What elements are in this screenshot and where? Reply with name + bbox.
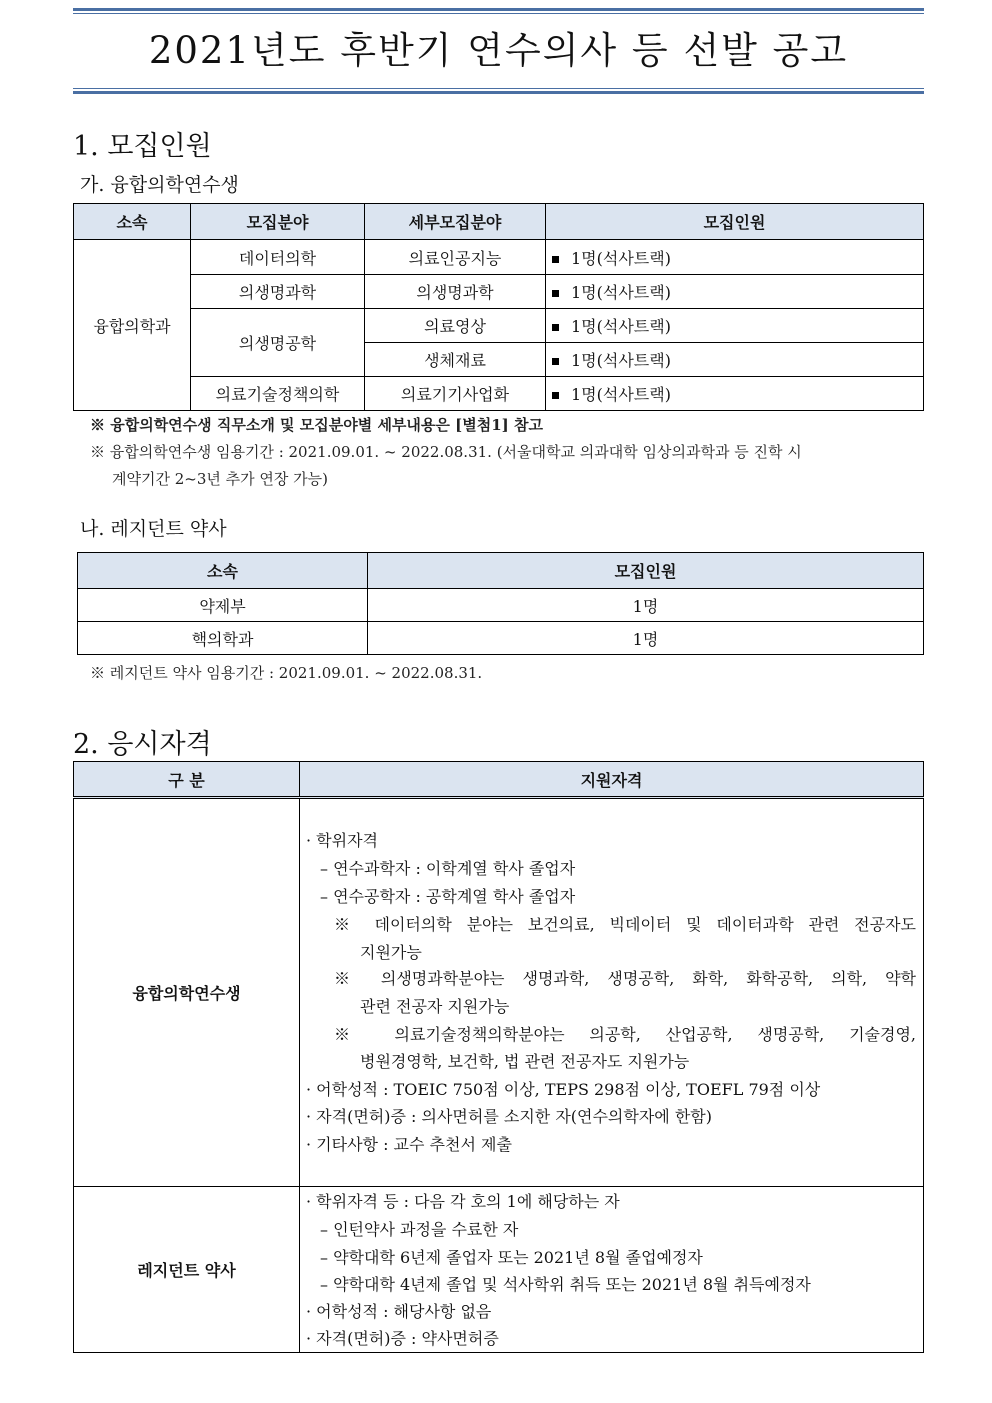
col-header-count: 모집인원: [368, 553, 924, 589]
field-cell: 데이터의학: [191, 240, 365, 275]
qual-line: · 자격(면허)증 : 약사면허증: [306, 1329, 499, 1348]
count-cell: 1명(석사트랙): [546, 343, 924, 377]
note-job-intro: ※ 융합의학연수생 직무소개 및 모집분야별 세부내용은 [별첨1] 참고: [90, 416, 543, 434]
qual-line: 병원경영학, 보건학, 법 관련 전공자도 지원가능: [360, 1052, 690, 1071]
note-term-a-line1: ※ 융합의학연수생 임용기간 : 2021.09.01. ~ 2022.08.31. (서울대학교 의과대학 임상의과학과 등 진학 시: [90, 443, 802, 461]
qual-line: – 연수과학자 : 이학계열 학사 졸업자: [320, 859, 576, 878]
count-cell: 1명: [368, 622, 924, 655]
col-header-detail: 세부모집분야: [365, 204, 546, 240]
count-cell: 1명(석사트랙): [546, 240, 924, 275]
dept-cell: 융합의학과: [74, 240, 191, 411]
title-rule-top-thin: [73, 13, 924, 14]
qual-line: · 어학성적 : TOEIC 750점 이상, TEPS 298점 이상, TOEFL 79점 이상: [306, 1080, 821, 1099]
bullet-square-icon: [552, 324, 559, 331]
qual-line: · 학위자격 등 : 다음 각 호의 1에 해당하는 자: [306, 1192, 620, 1211]
detail-cell: 의료영상: [365, 309, 546, 343]
category-cell: 융합의학연수생: [74, 798, 300, 1187]
section1-heading: 1. 모집인원: [73, 131, 212, 162]
count-cell: 1명(석사트랙): [546, 309, 924, 343]
bullet-square-icon: [552, 290, 559, 297]
qual-line: · 기타사항 : 교수 추천서 제출: [306, 1135, 512, 1154]
count-cell: 1명(석사트랙): [546, 377, 924, 411]
qual-line: 관련 전공자 지원가능: [360, 997, 510, 1016]
qual-line: · 어학성적 : 해당사항 없음: [306, 1302, 492, 1321]
qual-line: · 학위자격: [306, 831, 378, 850]
qual-line: ※ 데이터의학 분야는 보건의료, 빅데이터 및 데이터과학 관련 전공자도: [334, 915, 916, 934]
qual-line: ※ 의료기술정책의학분야는 의공학, 산업공학, 생명공학, 기술경영,: [334, 1025, 916, 1044]
title-rule-bottom: [73, 91, 924, 94]
qual-line: – 인턴약사 과정을 수료한 자: [320, 1220, 519, 1239]
qual-line: ※ 의생명과학분야는 생명과학, 생명공학, 화학, 화학공학, 의학, 약학: [334, 969, 916, 988]
page-title: 2021년도 후반기 연수의사 등 선발 공고: [148, 29, 849, 72]
col-header-category: 구 분: [74, 762, 300, 798]
section1a-heading: 가. 융합의학연수생: [80, 174, 239, 196]
dept-cell: 핵의학과: [78, 622, 368, 655]
bullet-square-icon: [552, 358, 559, 365]
title-rule-bottom-thin: [73, 88, 924, 89]
title-rule-top: [73, 8, 924, 11]
col-header-count: 모집인원: [546, 204, 924, 240]
col-header-dept: 소속: [78, 553, 368, 589]
note-term-a-line2: 계약기간 2~3년 추가 연장 가능): [112, 470, 328, 488]
detail-cell: 의생명과학: [365, 275, 546, 309]
detail-cell: 의료기기사업화: [365, 377, 546, 411]
field-cell: 의생명과학: [191, 275, 365, 309]
field-cell: 의생명공학: [191, 309, 365, 377]
qual-line: – 연수공학자 : 공학계열 학사 졸업자: [320, 887, 576, 906]
dept-cell: 약제부: [78, 589, 368, 622]
recruit-table-b: [77, 552, 924, 655]
bullet-square-icon: [552, 392, 559, 399]
qual-line: – 약학대학 4년제 졸업 및 석사학위 취득 또는 2021년 8월 취득예정자: [320, 1275, 811, 1294]
qual-line: – 약학대학 6년제 졸업자 또는 2021년 8월 졸업예정자: [320, 1248, 703, 1267]
detail-cell: 생체재료: [365, 343, 546, 377]
count-cell: 1명: [368, 589, 924, 622]
section1b-heading: 나. 레지던트 약사: [80, 518, 227, 540]
count-cell: 1명(석사트랙): [546, 275, 924, 309]
note-term-b: ※ 레지던트 약사 임용기간 : 2021.09.01. ~ 2022.08.31.: [90, 664, 483, 682]
qual-line: · 자격(면허)증 : 의사면허를 소지한 자(연수의학자에 한함): [306, 1107, 712, 1126]
field-cell: 의료기술정책의학: [191, 377, 365, 411]
col-header-dept: 소속: [74, 204, 191, 240]
category-cell: 레지던트 약사: [74, 1187, 300, 1353]
bullet-square-icon: [552, 256, 559, 263]
detail-cell: 의료인공지능: [365, 240, 546, 275]
col-header-field: 모집분야: [191, 204, 365, 240]
recruit-table-a: [73, 203, 924, 411]
section2-heading: 2. 응시자격: [73, 729, 212, 760]
qual-line: 지원가능: [360, 943, 422, 962]
col-header-qualification: 지원자격: [300, 762, 924, 798]
